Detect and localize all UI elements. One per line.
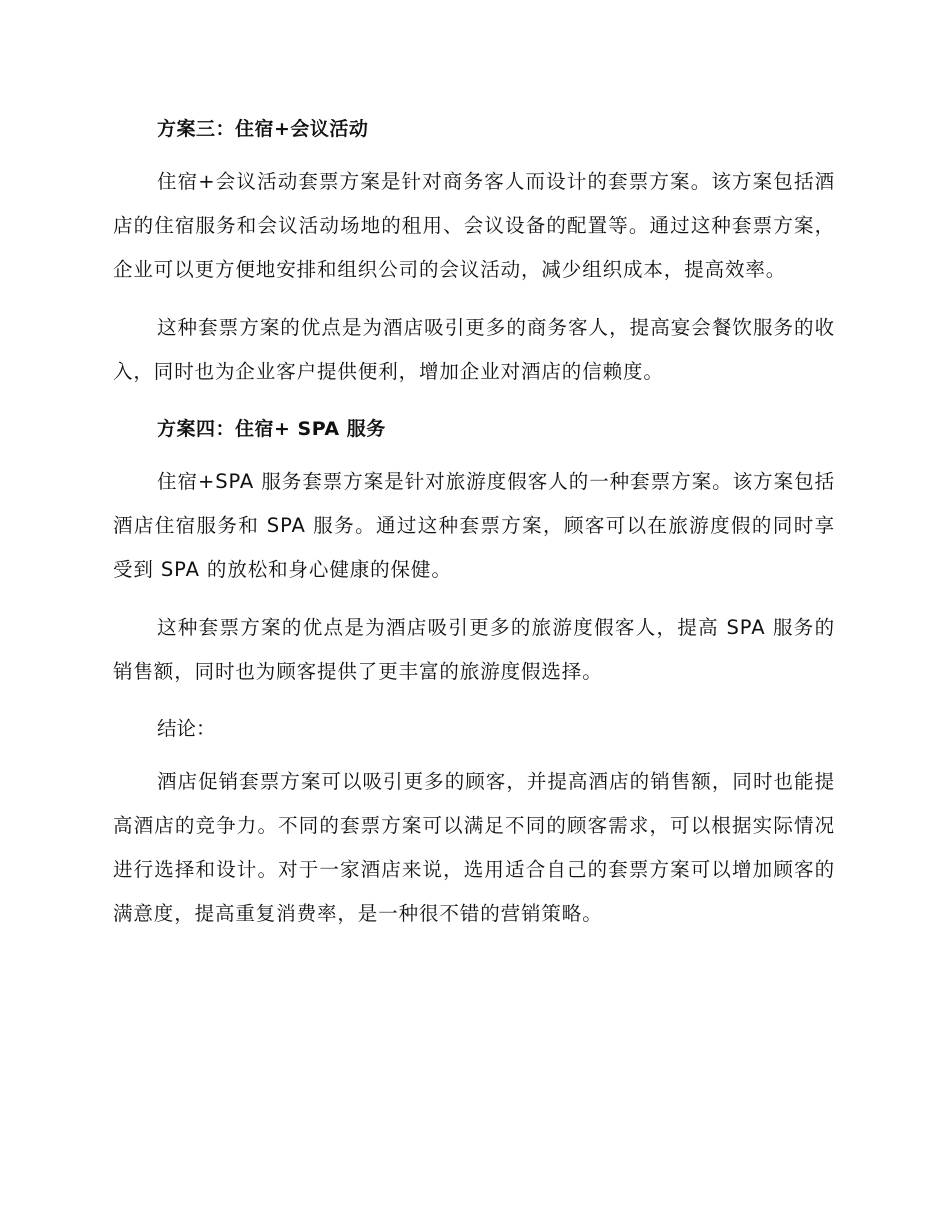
paragraph: 住宿+会议活动套票方案是针对商务客人而设计的套票方案。该方案包括酒店的住宿服务和会议活动场地的租用、会议设备的配置等。通过这种套票方案，企业可以更方便地安排和组织公司的会议活动，减少组织成本，提高效率。	[113, 170, 835, 281]
section-heading-plan-4: 方案四：住宿+ SPA 服务	[157, 418, 386, 440]
document-body	[113, 112, 835, 936]
paragraph: 这种套票方案的优点是为酒店吸引更多的旅游度假客人，提高 SPA 服务的销售额，同时也为顾客提供了更丰富的旅游度假选择。	[113, 616, 835, 683]
paragraph: 这种套票方案的优点是为酒店吸引更多的商务客人，提高宴会餐饮服务的收入，同时也为企业客户提供便利，增加企业对酒店的信赖度。	[113, 316, 835, 383]
paragraph: 住宿+SPA 服务套票方案是针对旅游度假客人的一种套票方案。该方案包括酒店住宿服务和 SPA 服务。通过这种套票方案，顾客可以在旅游度假的同时享受到 SPA 的放松和身心健康的保健。	[113, 470, 835, 581]
conclusion-label: 结论：	[157, 717, 216, 740]
section-heading-plan-3: 方案三：住宿+会议活动	[157, 118, 369, 140]
conclusion-paragraph: 酒店促销套票方案可以吸引更多的顾客，并提高酒店的销售额，同时也能提高酒店的竞争力。不同的套票方案可以满足不同的顾客需求，可以根据实际情况进行选择和设计。对于一家酒店来说，选用适合自己的套票方案可以增加顾客的满意度，提高重复消费率，是一种很不错的营销策略。	[113, 770, 835, 925]
